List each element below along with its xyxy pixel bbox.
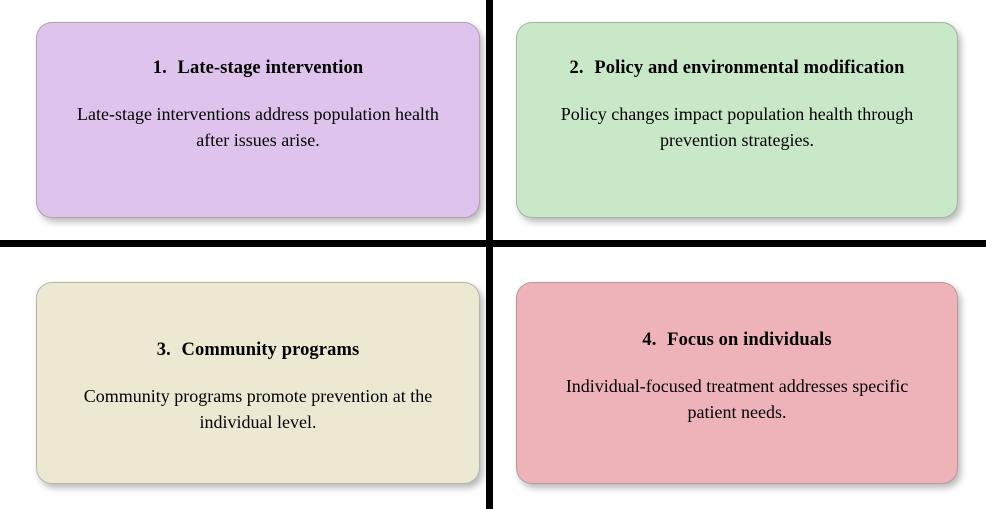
quadrant-number-bottom-right: 4. [642,330,657,350]
quadrant-card-top-right [516,22,958,218]
quadrant-title-text-top-right: Policy and environmental modification [594,58,905,78]
vertical-axis-divider [486,0,493,509]
quadrant-title-top-right [570,57,905,79]
horizontal-axis-divider [0,240,986,247]
quadrant-card-top-left [36,22,480,218]
quadrant-number-top-right: 2. [569,58,584,78]
quadrant-title-text-bottom-left: Community programs [181,340,360,360]
quadrant-card-bottom-left [36,282,480,484]
quadrant-title-text-top-left: Late-stage intervention [177,58,364,78]
quadrant-body-bottom-left: Community programs promote prevention at the individual level. [83,386,433,433]
quadrant-title-bottom-left [157,339,360,361]
quadrant-card-bottom-right [516,282,958,484]
quadrant-number-top-left: 1. [152,58,167,78]
quadrant-body-top-left: Late-stage interventions address population health after issues arise. [77,104,439,151]
quadrant-body-bottom-right: Individual-focused treatment addresses specific patient needs. [565,376,909,423]
quadrant-title-text-bottom-right: Focus on individuals [667,330,832,350]
quadrant-body-top-right: Policy changes impact population health through prevention strategies. [560,104,914,151]
quadrant-title-bottom-right [642,329,831,351]
quadrant-number-bottom-left: 3. [156,340,171,360]
quadrant-title-top-left [153,57,364,79]
